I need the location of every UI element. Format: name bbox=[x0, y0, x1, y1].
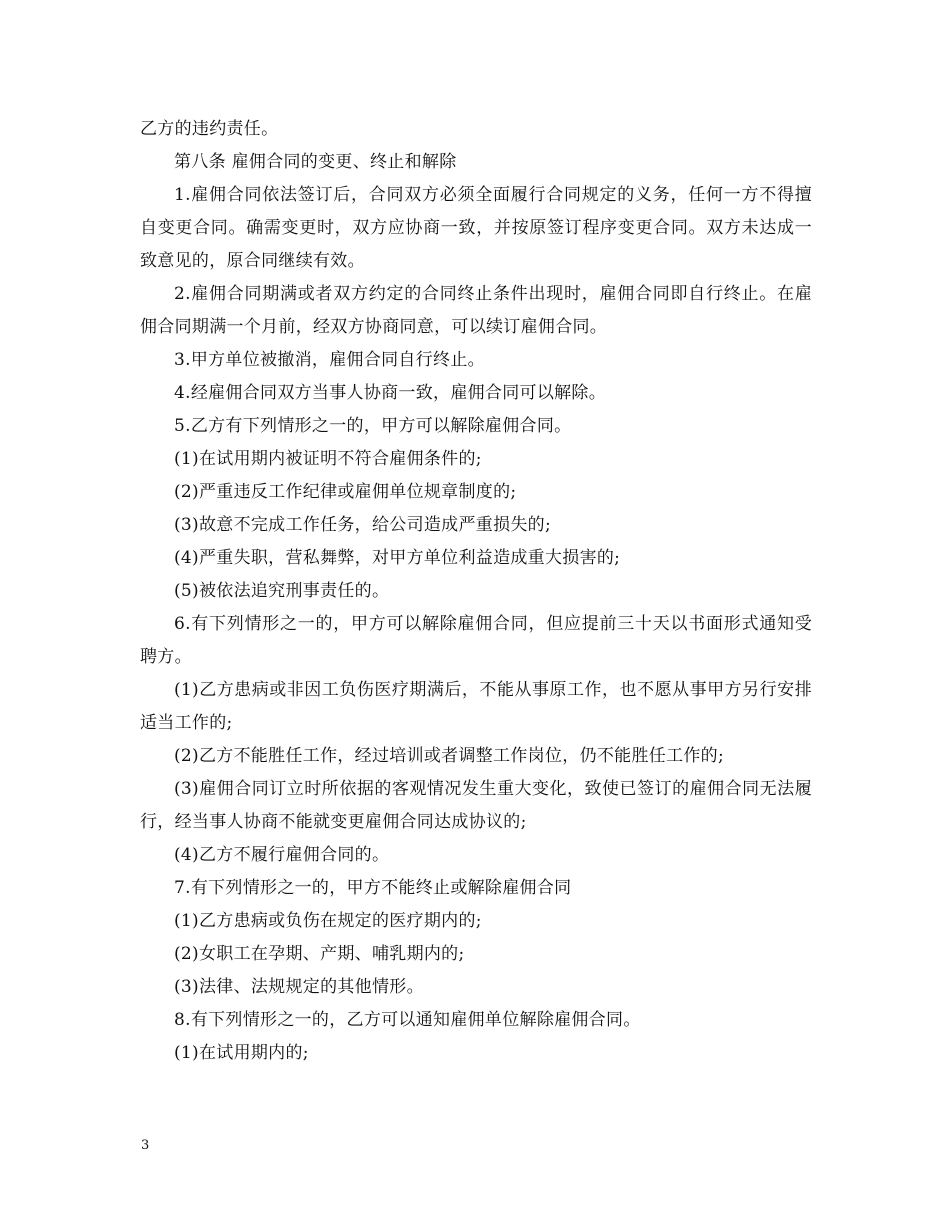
paragraph: 3.甲方单位被撤消，雇佣合同自行终止。 bbox=[174, 350, 485, 370]
list-item: (2)严重违反工作纪律或雇佣单位规章制度的; bbox=[174, 482, 517, 502]
list-item: (4)严重失职，营私舞弊，对甲方单位利益造成重大损害的; bbox=[174, 548, 621, 568]
list-item: (3)故意不完成工作任务，给公司造成严重损失的; bbox=[174, 515, 552, 535]
list-item: (2)乙方不能胜任工作，经过培训或者调整工作岗位，仍不能胜任工作的; bbox=[174, 746, 725, 766]
paragraph: 2.雇佣合同期满或者双方约定的合同终止条件出现时，雇佣合同即自行终止。在雇佣合同期满一个月前，经双方协商同意，可以续订雇佣合同。 bbox=[140, 284, 812, 337]
list-item: (4)乙方不履行雇佣合同的。 bbox=[174, 845, 390, 865]
document-body bbox=[140, 113, 812, 1070]
list-item: (3)雇佣合同订立时所依据的客观情况发生重大变化，致使已签订的雇佣合同无法履行，经当事人协商不能就变更雇佣合同达成协议的; bbox=[140, 779, 812, 832]
paragraph: 乙方的违约责任。 bbox=[140, 119, 279, 139]
article-heading: 第八条 雇佣合同的变更、终止和解除 bbox=[174, 152, 457, 172]
paragraph: 6.有下列情形之一的，甲方可以解除雇佣合同，但应提前三十天以书面形式通知受聘方。 bbox=[140, 614, 812, 667]
paragraph: 5.乙方有下列情形之一的，甲方可以解除雇佣合同。 bbox=[174, 416, 572, 436]
paragraph: 7.有下列情形之一的，甲方不能终止或解除雇佣合同 bbox=[174, 878, 572, 898]
list-item: (5)被依法追究刑事责任的。 bbox=[174, 581, 390, 601]
paragraph: 4.经雇佣合同双方当事人协商一致，雇佣合同可以解除。 bbox=[174, 383, 607, 403]
list-item: (1)乙方患病或负伤在规定的医疗期内的; bbox=[174, 911, 482, 931]
list-item: (3)法律、法规规定的其他情形。 bbox=[174, 977, 424, 997]
paragraph: 8.有下列情形之一的，乙方可以通知雇佣单位解除雇佣合同。 bbox=[174, 1010, 641, 1030]
list-item: (2)女职工在孕期、产期、哺乳期内的; bbox=[174, 944, 465, 964]
page-number: 3 bbox=[141, 1138, 150, 1153]
list-item: (1)在试用期内被证明不符合雇佣条件的; bbox=[174, 449, 482, 469]
list-item: (1)乙方患病或非因工负伤医疗期满后，不能从事原工作，也不愿从事甲方另行安排适当工作的; bbox=[140, 680, 812, 733]
list-item: (1)在试用期内的; bbox=[174, 1043, 309, 1063]
paragraph: 1.雇佣合同依法签订后，合同双方必须全面履行合同规定的义务，任何一方不得擅自变更合同。确需变更时，双方应协商一致，并按原签订程序变更合同。双方未达成一致意见的，原合同继续有效。 bbox=[140, 185, 812, 271]
